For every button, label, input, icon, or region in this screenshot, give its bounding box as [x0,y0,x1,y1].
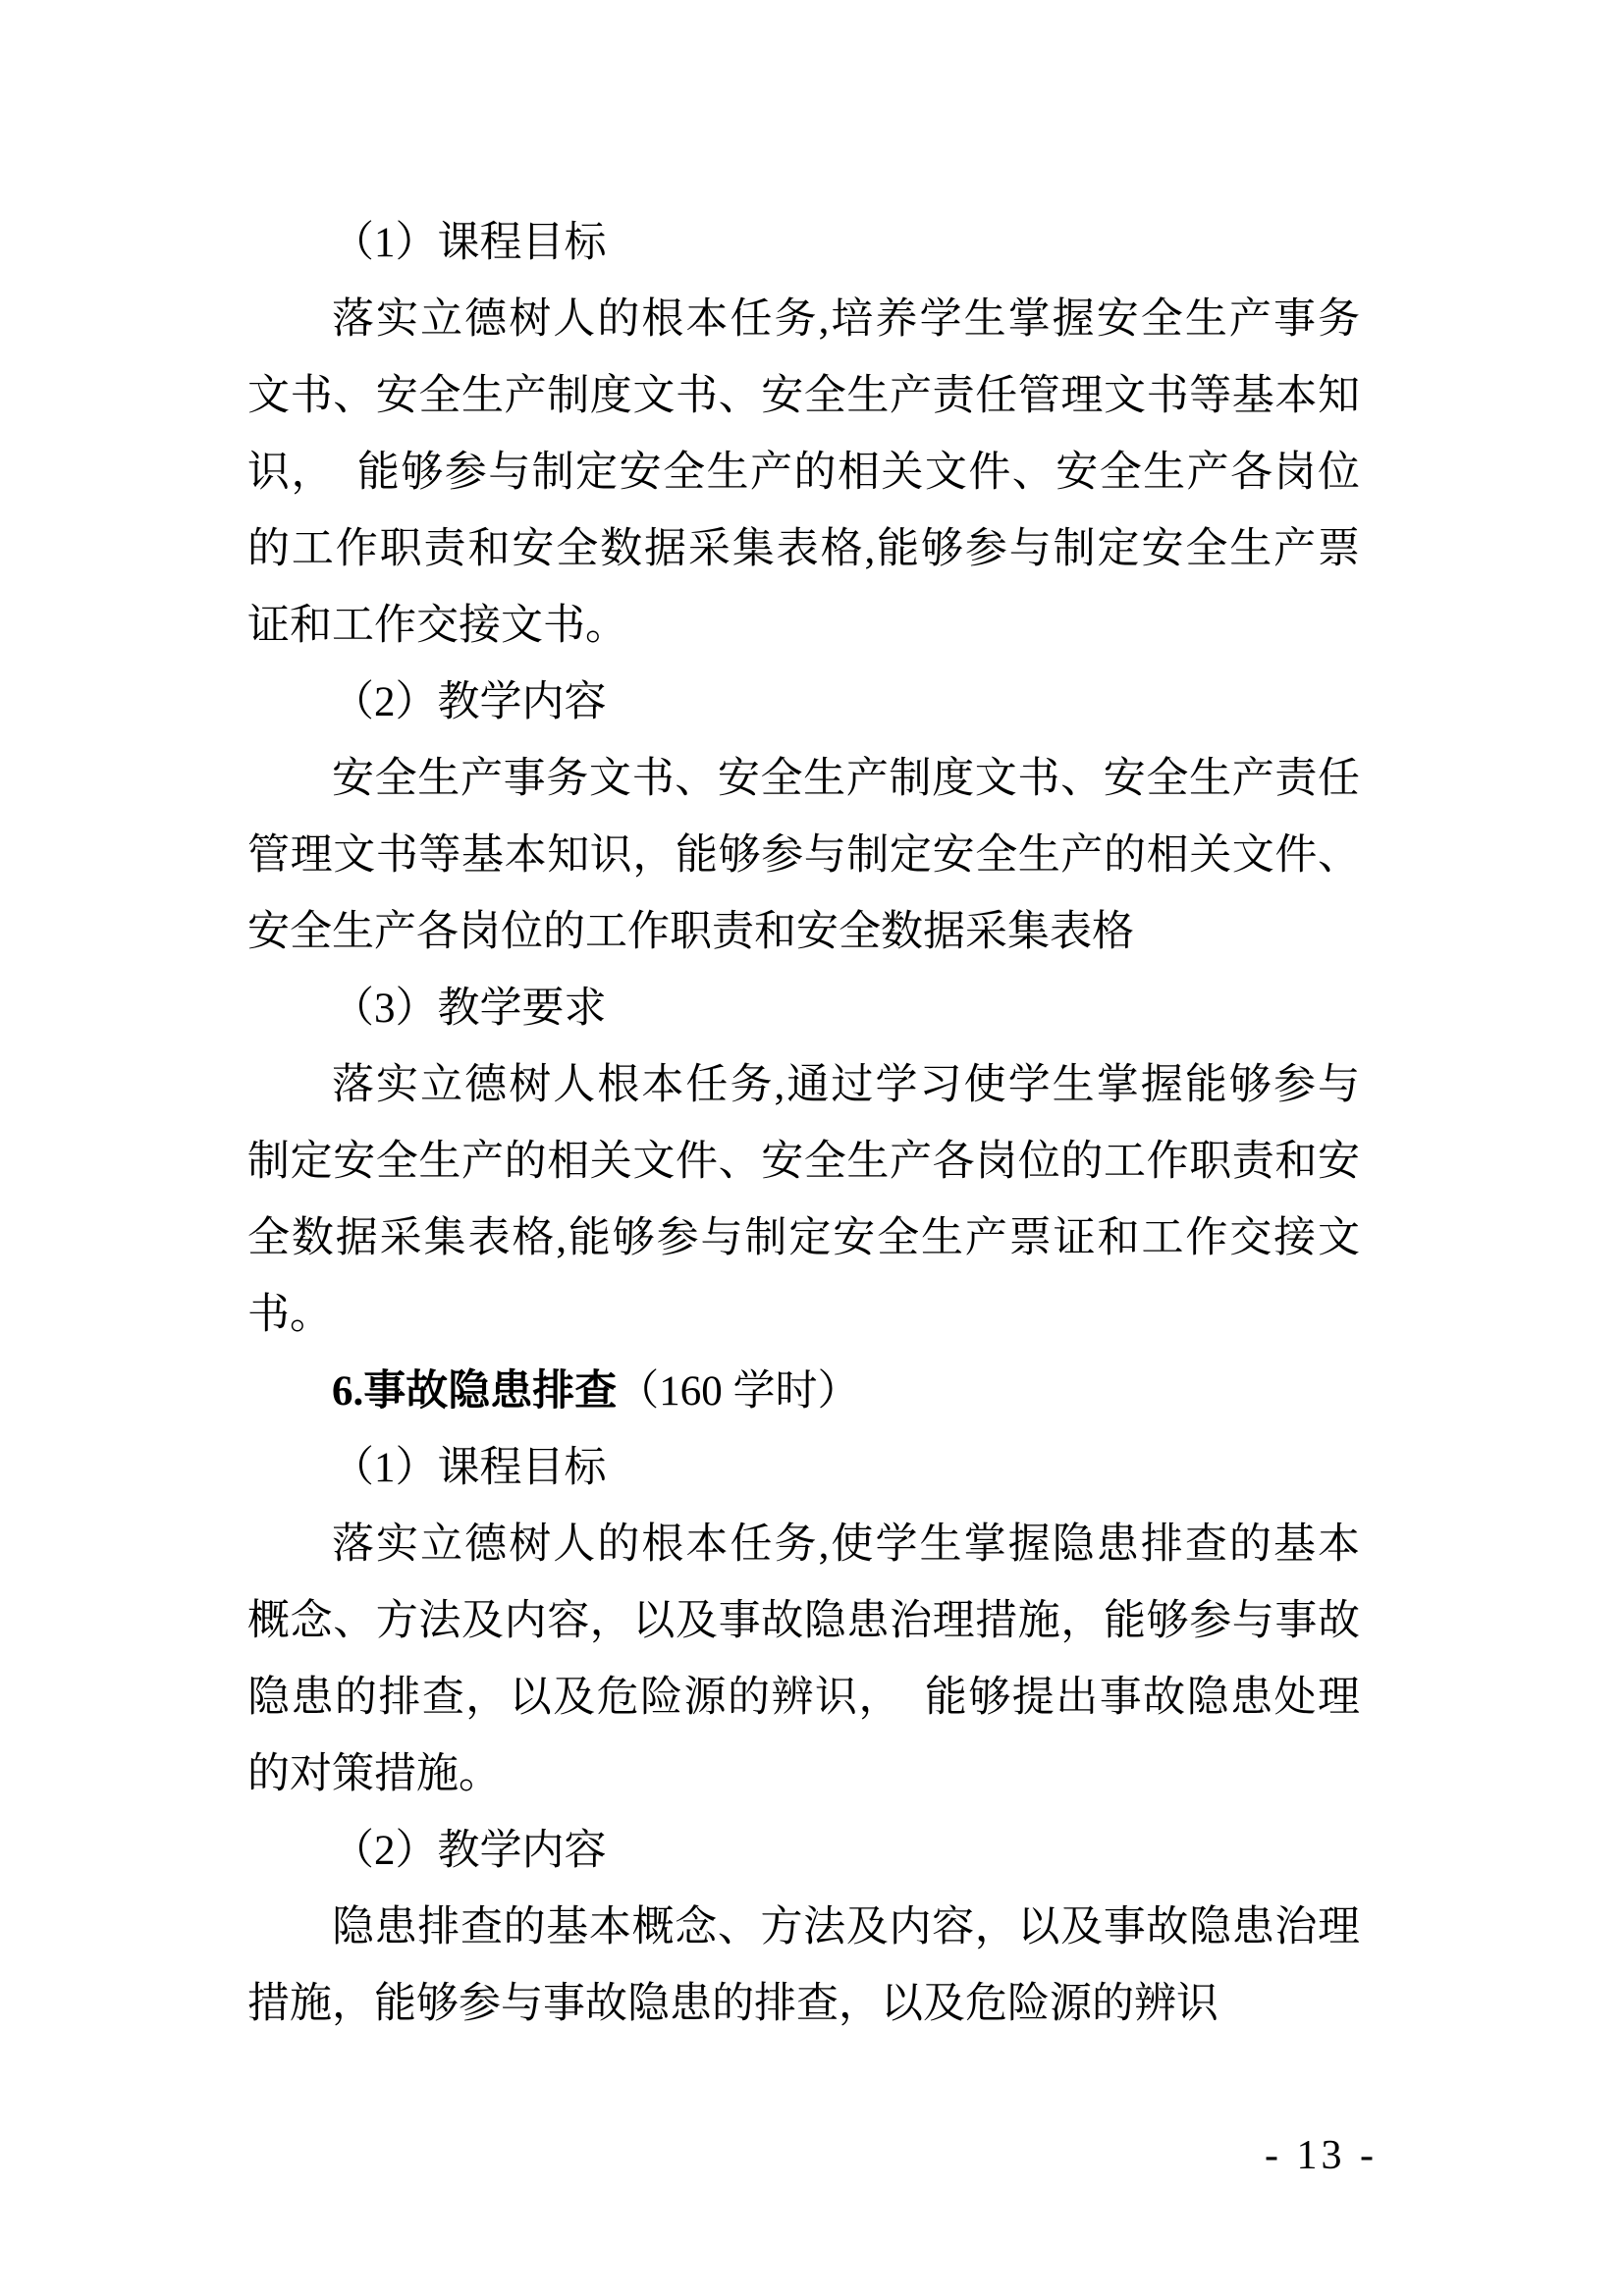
text-line: 的工作职责和安全数据采集表格,能够参与制定安全生产票 [247,526,1360,572]
text-line: 落实立德树人的根本任务,使学生掌握隐患排查的基本 [332,1522,1360,1568]
text-line: 落实立德树人的根本任务,培养学生掌握安全生产事务 [332,296,1360,343]
heading-teaching-content-1: （2）教学内容 [332,679,607,725]
text-line: 证和工作交接文书。 [247,603,627,649]
document-text-block [247,205,1360,2043]
text-line: 落实立德树人根本任务,通过学习使学生掌握能够参与 [332,1062,1360,1108]
text-line: 概念、方法及内容，以及事故隐患治理措施，能够参与事故 [247,1598,1360,1644]
course-6-hours: （160 学时） [617,1368,860,1415]
text-line: 安全生产各岗位的工作职责和安全数据采集表格 [247,909,1134,955]
heading-course-goal-2: （1）课程目标 [332,1445,607,1491]
text-line: 安全生产事务文书、安全生产制度文书、安全生产责任 [332,756,1360,802]
course-6-title-bold: 6.事故隐患排查 [332,1368,618,1415]
heading-course-goal-1: （1）课程目标 [332,220,607,266]
text-line: 隐患的排查，以及危险源的辨识， 能够提出事故隐患处理 [247,1675,1360,1721]
text-line: 书。 [247,1292,332,1338]
text-line: 识， 能够参与制定安全生产的相关文件、安全生产各岗位 [247,450,1360,496]
text-line: 制定安全生产的相关文件、安全生产各岗位的工作职责和安 [247,1139,1360,1185]
heading-teaching-requirement: （3）教学要求 [332,986,607,1032]
text-line: 文书、安全生产制度文书、安全生产责任管理文书等基本知 [247,373,1360,419]
text-line: 全数据采集表格,能够参与制定安全生产票证和工作交接文 [247,1215,1360,1261]
text-line: 隐患排查的基本概念、方法及内容，以及事故隐患治理 [332,1904,1360,1950]
text-line: 措施，能够参与事故隐患的排查，以及危险源的辨识 [247,1981,1218,2027]
text-line: 的对策措施。 [247,1751,501,1797]
page-number: - 13 - [1265,2133,1378,2178]
text-line: 管理文书等基本知识，能够参与制定安全生产的相关文件、 [247,832,1360,879]
heading-course-6 [247,1354,1360,1430]
heading-teaching-content-2: （2）教学内容 [332,1828,607,1874]
